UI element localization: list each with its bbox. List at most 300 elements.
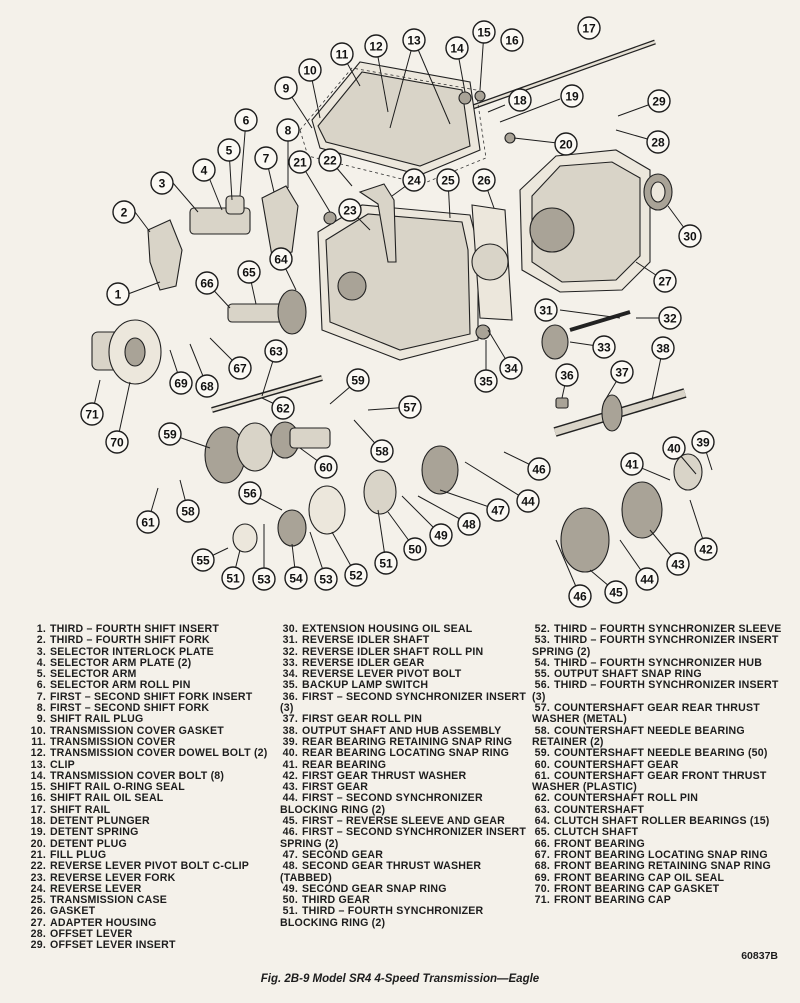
legend-number: 10. xyxy=(30,724,46,737)
legend-text: OUTPUT SHAFT AND HUB ASSEMBLY xyxy=(302,724,502,737)
callout-43 xyxy=(667,553,689,575)
svg-text:44: 44 xyxy=(640,572,654,587)
svg-text:10: 10 xyxy=(303,63,317,78)
legend-text: SECOND GEAR xyxy=(302,848,384,861)
svg-text:57: 57 xyxy=(403,400,417,415)
figure-caption: Fig. 2B-9 Model SR4 4-Speed Transmission—Eagle xyxy=(260,973,540,985)
svg-text:12: 12 xyxy=(369,39,383,54)
svg-text:19: 19 xyxy=(565,89,579,104)
legend-number: 46. xyxy=(282,826,298,839)
callout-39 xyxy=(692,431,714,453)
legend-number: 11. xyxy=(31,735,46,748)
callout-57 xyxy=(399,396,421,418)
svg-text:32: 32 xyxy=(663,311,677,326)
legend-text: REVERSE LEVER xyxy=(50,882,142,895)
legend-number: 15. xyxy=(30,781,46,794)
svg-text:68: 68 xyxy=(200,379,214,394)
svg-text:24: 24 xyxy=(407,173,421,188)
legend-text: THIRD – FOURTH SYNCHRONIZER INSERT (3) xyxy=(532,679,779,703)
callout-18 xyxy=(509,89,531,111)
callout-54 xyxy=(285,567,307,589)
callout-46 xyxy=(569,585,591,607)
svg-text:23: 23 xyxy=(343,203,357,218)
callout-34 xyxy=(500,357,522,379)
legend-number: 67. xyxy=(534,848,550,861)
callout-26 xyxy=(473,169,495,191)
callout-70 xyxy=(106,431,128,453)
legend-text: COUNTERSHAFT NEEDLE BEARING RETAINER (2) xyxy=(532,724,745,748)
legend-number: 20. xyxy=(30,837,46,850)
callout-62 xyxy=(272,397,294,419)
legend-number: 63. xyxy=(534,803,550,816)
svg-text:35: 35 xyxy=(479,374,493,389)
legend-number: 47. xyxy=(282,848,298,861)
legend-number: 40. xyxy=(282,747,298,760)
legend-text: REAR BEARING xyxy=(302,758,387,771)
legend-text: THIRD – FOURTH SYNCHRONIZER HUB xyxy=(554,656,763,669)
legend-number: 56. xyxy=(534,679,550,692)
legend-number: 70. xyxy=(534,882,550,895)
legend-text: TRANSMISSION COVER xyxy=(50,735,176,748)
callout-67 xyxy=(229,357,251,379)
callout-25 xyxy=(437,169,459,191)
svg-text:64: 64 xyxy=(274,252,288,267)
callout-8 xyxy=(277,119,299,141)
legend-number: 33. xyxy=(282,656,298,669)
svg-text:61: 61 xyxy=(141,515,155,530)
callout-10 xyxy=(299,59,321,81)
svg-text:53: 53 xyxy=(257,572,271,587)
legend-text: REVERSE IDLER SHAFT xyxy=(302,634,430,647)
callout-68 xyxy=(196,375,218,397)
legend-number: 54. xyxy=(534,656,550,669)
legend-text: FIRST – SECOND SHIFT FORK INSERT xyxy=(50,690,253,703)
legend-text: FIRST GEAR ROLL PIN xyxy=(302,713,423,726)
legend-number: 17. xyxy=(30,803,46,816)
legend-number: 19. xyxy=(30,826,46,839)
legend-number: 23. xyxy=(30,871,46,884)
callout-63 xyxy=(265,340,287,362)
legend-text: COUNTERSHAFT xyxy=(554,803,645,816)
callout-29 xyxy=(648,90,670,112)
svg-text:41: 41 xyxy=(625,457,639,472)
legend-number: 42. xyxy=(282,769,298,782)
legend-text: FIRST GEAR THRUST WASHER xyxy=(302,769,467,782)
legend-number: 61. xyxy=(534,769,550,782)
legend-text: OUTPUT SHAFT SNAP RING xyxy=(554,668,702,681)
legend-text: FRONT BEARING CAP GASKET xyxy=(554,882,720,895)
svg-text:11: 11 xyxy=(335,47,349,62)
legend-text: ADAPTER HOUSING xyxy=(50,916,157,929)
legend-number: 58. xyxy=(534,724,550,737)
legend-text: DETENT PLUNGER xyxy=(50,815,150,828)
legend-text: FIRST – SECOND SYNCHRONIZER BLOCKING RING (2) xyxy=(280,792,483,816)
legend-number: 29. xyxy=(30,939,46,952)
svg-text:59: 59 xyxy=(163,427,177,442)
svg-text:6: 6 xyxy=(242,113,250,128)
callout-5 xyxy=(218,139,240,161)
callout-6 xyxy=(235,109,257,131)
svg-text:36: 36 xyxy=(560,368,574,383)
callout-51 xyxy=(375,552,397,574)
svg-text:53: 53 xyxy=(319,572,333,587)
legend-entry-57 xyxy=(532,703,788,726)
callout-64 xyxy=(270,248,292,270)
svg-text:60: 60 xyxy=(319,460,333,475)
callout-61 xyxy=(137,511,159,533)
legend-number: 22. xyxy=(30,860,46,873)
legend-number: 52. xyxy=(534,623,550,635)
svg-text:56: 56 xyxy=(243,486,257,501)
callout-65 xyxy=(238,261,260,283)
svg-text:30: 30 xyxy=(683,229,697,244)
legend-text: COUNTERSHAFT GEAR FRONT THRUST WASHER (PLASTIC) xyxy=(532,769,767,794)
callout-48 xyxy=(458,513,480,535)
svg-text:65: 65 xyxy=(242,265,256,280)
svg-text:55: 55 xyxy=(196,553,210,568)
legend-number: 57. xyxy=(534,702,550,715)
legend-text: SHIFT RAIL PLUG xyxy=(50,713,144,726)
svg-text:51: 51 xyxy=(226,571,240,586)
legend-number: 37. xyxy=(282,713,298,726)
legend-text: COUNTERSHAFT GEAR xyxy=(554,758,679,771)
svg-text:62: 62 xyxy=(276,401,290,416)
legend-text: EXTENSION HOUSING OIL SEAL xyxy=(302,623,473,635)
legend-text: FIRST – SECOND SYNCHRONIZER INSERT (3) xyxy=(280,690,526,715)
figure-number: 60837B xyxy=(741,950,778,962)
legend-number: 55. xyxy=(534,668,550,681)
legend-text: THIRD – FOURTH SYNCHRONIZER BLOCKING RING (2) xyxy=(280,905,484,929)
callout-46 xyxy=(528,458,550,480)
legend-entry-46 xyxy=(280,827,528,850)
callout-44 xyxy=(636,568,658,590)
legend-text: BACKUP LAMP SWITCH xyxy=(302,679,429,692)
legend-text: GASKET xyxy=(50,905,96,918)
legend-number: 60. xyxy=(534,758,550,771)
callout-56 xyxy=(239,482,261,504)
callout-52 xyxy=(345,564,367,586)
legend-text: FIRST – REVERSE SLEEVE AND GEAR xyxy=(302,815,506,828)
legend-text: FILL PLUG xyxy=(50,848,107,861)
callout-15 xyxy=(473,21,495,43)
legend-text: THIRD GEAR xyxy=(302,894,370,907)
svg-text:54: 54 xyxy=(289,571,303,586)
callout-1 xyxy=(107,283,129,305)
callout-33 xyxy=(593,336,615,358)
svg-text:17: 17 xyxy=(582,21,596,36)
legend-number: 38. xyxy=(282,724,298,737)
callout-49 xyxy=(430,524,452,546)
svg-text:46: 46 xyxy=(573,589,587,604)
svg-text:22: 22 xyxy=(323,153,337,168)
legend-text: FIRST GEAR xyxy=(302,781,369,794)
legend-entry-48 xyxy=(280,861,528,884)
legend-text: FIRST – SECOND SYNCHRONIZER INSERT SPRING (2) xyxy=(280,826,526,850)
svg-text:42: 42 xyxy=(699,542,713,557)
callout-17 xyxy=(578,17,600,39)
legend-text: SELECTOR ARM xyxy=(50,668,137,681)
legend-entry-56 xyxy=(532,680,788,703)
legend-text: TRANSMISSION CASE xyxy=(50,894,167,907)
svg-text:14: 14 xyxy=(450,41,464,56)
callout-60 xyxy=(315,456,337,478)
legend-text: CLUTCH SHAFT xyxy=(554,826,639,839)
callout-31 xyxy=(535,299,557,321)
legend-text: SECOND GEAR THRUST WASHER (TABBED) xyxy=(280,860,482,884)
svg-text:70: 70 xyxy=(110,435,124,450)
callout-7 xyxy=(255,147,277,169)
legend-number: 64. xyxy=(534,815,550,828)
svg-text:29: 29 xyxy=(652,94,666,109)
legend-text: THIRD – FOURTH SYNCHRONIZER SLEEVE xyxy=(554,623,782,635)
legend-number: 24. xyxy=(30,882,46,895)
legend-text: FRONT BEARING xyxy=(554,837,645,850)
callout-53 xyxy=(315,568,337,590)
legend-text: DETENT SPRING xyxy=(50,826,139,839)
callout-58 xyxy=(371,440,393,462)
callout-66 xyxy=(196,272,218,294)
callout-21 xyxy=(289,151,311,173)
legend-number: 48. xyxy=(282,860,298,873)
svg-text:51: 51 xyxy=(379,556,393,571)
callout-69 xyxy=(170,372,192,394)
legend-text: DETENT PLUG xyxy=(50,837,127,850)
svg-text:58: 58 xyxy=(181,504,195,519)
legend-entry-51 xyxy=(280,906,528,929)
legend-column-2 xyxy=(280,624,528,929)
legend-number: 9. xyxy=(36,713,46,726)
legend-text: SHIFT RAIL O-RING SEAL xyxy=(50,781,185,794)
legend-text: COUNTERSHAFT GEAR REAR THRUST WASHER (METAL) xyxy=(532,702,760,726)
svg-text:40: 40 xyxy=(667,441,681,456)
svg-text:58: 58 xyxy=(375,444,389,459)
parts-legend xyxy=(28,624,788,964)
legend-column-3 xyxy=(532,624,788,906)
callout-28 xyxy=(647,131,669,153)
legend-number: 7. xyxy=(36,690,46,703)
callout-59 xyxy=(159,423,181,445)
legend-text: COUNTERSHAFT NEEDLE BEARING (50) xyxy=(554,747,768,760)
legend-number: 2. xyxy=(36,634,46,647)
legend-entry-36 xyxy=(280,692,528,715)
legend-entry-53 xyxy=(532,635,788,658)
svg-text:4: 4 xyxy=(200,163,208,178)
svg-text:34: 34 xyxy=(504,361,518,376)
legend-text: SELECTOR INTERLOCK PLATE xyxy=(50,645,214,658)
svg-text:21: 21 xyxy=(293,155,307,170)
legend-number: 53. xyxy=(534,634,550,647)
callout-32 xyxy=(659,307,681,329)
legend-number: 50. xyxy=(282,894,298,907)
callout-59 xyxy=(347,369,369,391)
legend-number: 18. xyxy=(30,815,46,828)
legend-text: REVERSE IDLER SHAFT ROLL PIN xyxy=(302,645,484,658)
legend-text: COUNTERSHAFT ROLL PIN xyxy=(554,792,699,805)
legend-number: 39. xyxy=(282,735,298,748)
legend-text: CLIP xyxy=(50,758,75,771)
legend-number: 44. xyxy=(282,792,298,805)
legend-text: SECOND GEAR SNAP RING xyxy=(302,882,447,895)
svg-text:3: 3 xyxy=(158,176,166,191)
legend-number: 16. xyxy=(30,792,46,805)
svg-text:52: 52 xyxy=(349,568,363,583)
legend-number: 35. xyxy=(282,679,298,692)
legend-entry-29 xyxy=(28,940,276,951)
legend-entry-61 xyxy=(532,771,788,794)
legend-text: REVERSE IDLER GEAR xyxy=(302,656,425,669)
callout-45 xyxy=(605,581,627,603)
callout-47 xyxy=(487,499,509,521)
legend-text: FRONT BEARING RETAINING SNAP RING xyxy=(554,860,771,873)
svg-text:44: 44 xyxy=(521,494,535,509)
legend-number: 26. xyxy=(30,905,46,918)
callout-13 xyxy=(403,29,425,51)
svg-text:16: 16 xyxy=(505,33,519,48)
svg-text:38: 38 xyxy=(656,341,670,356)
legend-text: OFFSET LEVER INSERT xyxy=(50,939,176,952)
callout-36 xyxy=(556,364,578,386)
svg-text:15: 15 xyxy=(477,25,491,40)
legend-number: 28. xyxy=(30,928,46,941)
legend-text: SELECTOR ARM PLATE (2) xyxy=(50,656,192,669)
svg-text:5: 5 xyxy=(225,143,233,158)
svg-text:28: 28 xyxy=(651,135,665,150)
callout-22 xyxy=(319,149,341,171)
callout-12 xyxy=(365,35,387,57)
svg-text:45: 45 xyxy=(609,585,623,600)
svg-text:67: 67 xyxy=(233,361,247,376)
callout-23 xyxy=(339,199,361,221)
svg-text:9: 9 xyxy=(282,81,290,96)
legend-text: REAR BEARING LOCATING SNAP RING xyxy=(302,747,510,760)
legend-number: 43. xyxy=(282,781,298,794)
legend-number: 3. xyxy=(36,645,46,658)
callout-50 xyxy=(404,538,426,560)
svg-text:59: 59 xyxy=(351,373,365,388)
legend-text: SHIFT RAIL xyxy=(50,803,111,816)
svg-text:48: 48 xyxy=(462,517,476,532)
legend-number: 14. xyxy=(30,769,46,782)
callout-3 xyxy=(151,172,173,194)
legend-text: FRONT BEARING CAP OIL SEAL xyxy=(554,871,725,884)
svg-text:8: 8 xyxy=(284,123,292,138)
legend-number: 25. xyxy=(30,894,46,907)
svg-text:39: 39 xyxy=(696,435,710,450)
legend-number: 68. xyxy=(534,860,550,873)
svg-text:33: 33 xyxy=(597,340,611,355)
svg-text:47: 47 xyxy=(491,503,505,518)
legend-text: FRONT BEARING LOCATING SNAP RING xyxy=(554,848,768,861)
callout-71 xyxy=(81,403,103,425)
callout-35 xyxy=(475,370,497,392)
svg-text:71: 71 xyxy=(85,407,99,422)
legend-number: 65. xyxy=(534,826,550,839)
legend-number: 4. xyxy=(36,656,46,669)
svg-text:37: 37 xyxy=(615,365,629,380)
legend-text: FIRST – SECOND SHIFT FORK xyxy=(50,702,210,715)
legend-text: CLUTCH SHAFT ROLLER BEARINGS (15) xyxy=(554,815,770,828)
svg-text:7: 7 xyxy=(262,151,270,166)
legend-text: REVERSE LEVER PIVOT BOLT xyxy=(302,668,462,681)
legend-number: 49. xyxy=(282,882,298,895)
legend-entry-58 xyxy=(532,726,788,749)
legend-number: 21. xyxy=(30,848,46,861)
legend-number: 12. xyxy=(30,747,46,760)
legend-number: 5. xyxy=(36,668,46,681)
legend-text: SHIFT RAIL OIL SEAL xyxy=(50,792,164,805)
svg-text:69: 69 xyxy=(174,376,188,391)
legend-text: TRANSMISSION COVER DOWEL BOLT (2) xyxy=(50,747,268,760)
callout-58 xyxy=(177,500,199,522)
legend-number: 69. xyxy=(534,871,550,884)
callout-53 xyxy=(253,568,275,590)
legend-number: 36. xyxy=(282,690,298,703)
legend-number: 51. xyxy=(282,905,298,918)
legend-text: OFFSET LEVER xyxy=(50,928,133,941)
legend-number: 66. xyxy=(534,837,550,850)
svg-text:13: 13 xyxy=(407,33,421,48)
legend-entry-44 xyxy=(280,793,528,816)
legend-number: 41. xyxy=(282,758,298,771)
svg-text:63: 63 xyxy=(269,344,283,359)
callout-44 xyxy=(517,490,539,512)
callout-40 xyxy=(663,437,685,459)
legend-number: 32. xyxy=(282,645,298,658)
callout-30 xyxy=(679,225,701,247)
callout-19 xyxy=(561,85,583,107)
callout-20 xyxy=(555,133,577,155)
legend-text: REAR BEARING RETAINING SNAP RING xyxy=(302,735,513,748)
svg-text:1: 1 xyxy=(114,287,122,302)
legend-text: SELECTOR ARM ROLL PIN xyxy=(50,679,191,692)
legend-column-1 xyxy=(28,624,276,952)
legend-text: TRANSMISSION COVER BOLT (8) xyxy=(50,769,225,782)
callout-14 xyxy=(446,37,468,59)
callout-9 xyxy=(275,77,297,99)
legend-number: 30. xyxy=(282,623,298,635)
callout-51 xyxy=(222,567,244,589)
callout-16 xyxy=(501,29,523,51)
svg-text:50: 50 xyxy=(408,542,422,557)
legend-number: 8. xyxy=(36,702,46,715)
legend-text: TRANSMISSION COVER GASKET xyxy=(50,724,224,737)
svg-text:20: 20 xyxy=(559,137,573,152)
legend-number: 45. xyxy=(282,815,298,828)
legend-number: 59. xyxy=(534,747,550,760)
svg-text:43: 43 xyxy=(671,557,685,572)
svg-text:31: 31 xyxy=(539,303,553,318)
callout-2 xyxy=(113,201,135,223)
legend-text: FRONT BEARING CAP xyxy=(554,894,671,907)
svg-text:2: 2 xyxy=(120,205,128,220)
legend-number: 71. xyxy=(534,894,550,907)
callout-42 xyxy=(695,538,717,560)
legend-number: 13. xyxy=(30,758,46,771)
callout-4 xyxy=(193,159,215,181)
legend-text: THIRD – FOURTH SHIFT FORK xyxy=(50,634,210,647)
callout-55 xyxy=(192,549,214,571)
svg-text:49: 49 xyxy=(434,528,448,543)
svg-text:18: 18 xyxy=(513,93,527,108)
callout-38 xyxy=(652,337,674,359)
svg-text:46: 46 xyxy=(532,462,546,477)
legend-text: REVERSE LEVER PIVOT BOLT C-CLIP xyxy=(50,860,250,873)
callout-11 xyxy=(331,43,353,65)
legend-number: 34. xyxy=(282,668,298,681)
legend-text: THIRD – FOURTH SYNCHRONIZER INSERT SPRING (2) xyxy=(532,634,779,658)
callout-24 xyxy=(403,169,425,191)
callout-27 xyxy=(654,270,676,292)
